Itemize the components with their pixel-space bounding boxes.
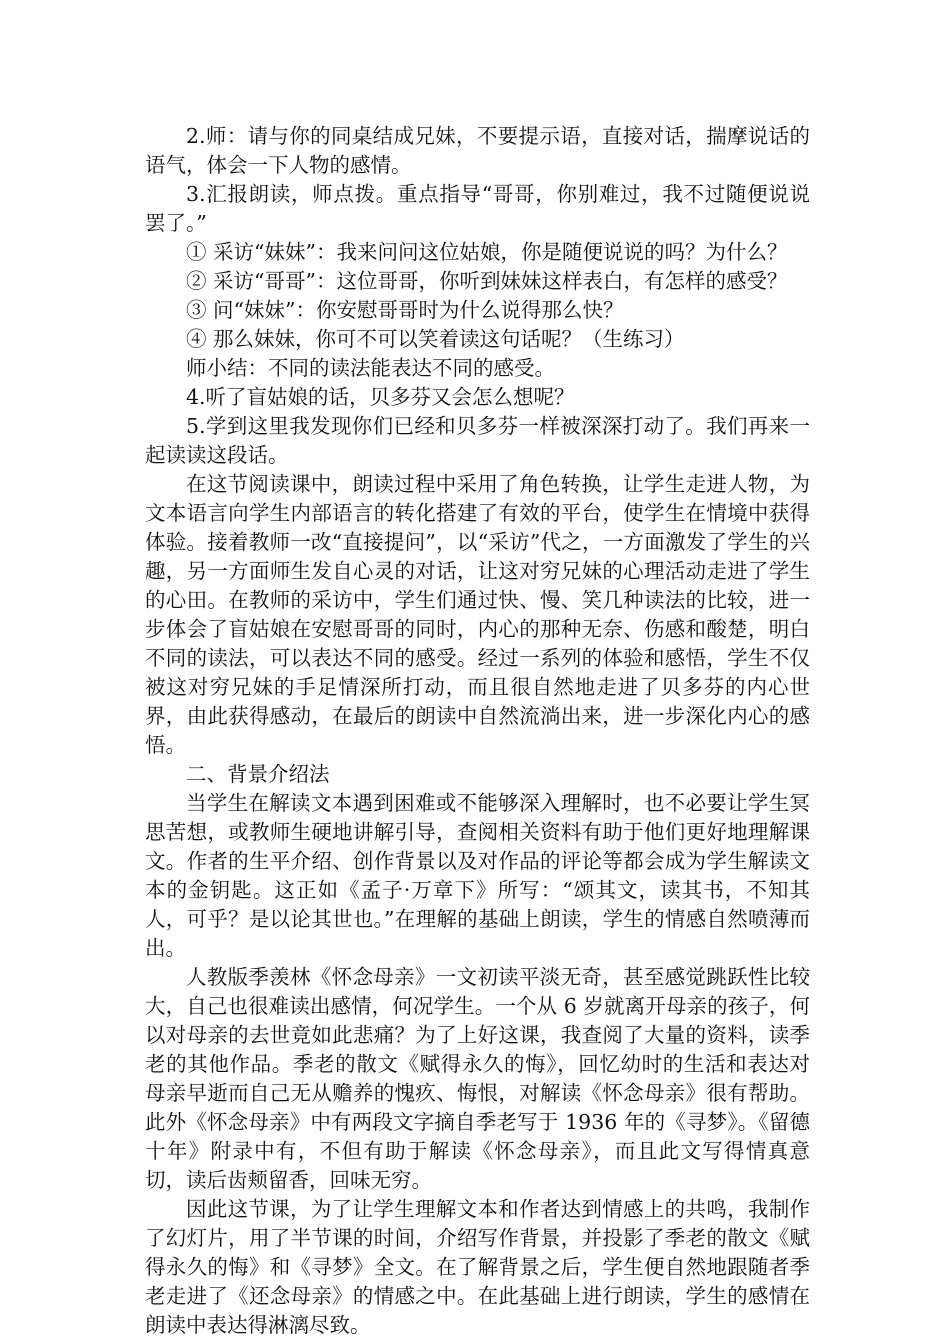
paragraph-example-mother: 人教版季羡林《怀念母亲》一文初读平淡无奇，甚至感觉跳跃性比较大，自己也很难读出感情，何况学生。一个从 6 岁就离开母亲的孩子，何以对母亲的去世竟如此悲痛？为了上好这课，我查阅了大量的资料，读季老的其他作品。季老的散文《赋得永久的悔》，回忆幼时的生活和表达对母亲早逝而自己无从赡养的愧疚、悔恨，对解读《怀念母亲》很有帮助。此外《怀念母亲》中有两段文字摘自季老写于 1936 年的《寻梦》。《留德十年》附录中有，不但有助于解读《怀念母亲》，而且此文写得情真意切，读后齿颊留香，回味无穷。 [145,965,810,1192]
paragraph-reflection: 在这节阅读课中，朗读过程中采用了角色转换，让学生走进人物，为文本语言向学生内部语言的转化搭建了有效的平台，使学生在情境中获得体验。接着教师一改“直接提问”，以“采访”代之，一方面激发了学生的兴趣，另一方面师生发自心灵的对话，让这对穷兄妹的心理活动走进了学生的心田。在教师的采访中，学生们通过快、慢、笑几种读法的比较，进一步体会了盲姑娘在安慰哥哥的同时，内心的那种无奈、伤感和酸楚，明白不同的读法，可以表达不同的感受。经过一系列的体验和感悟，学生不仅被这对穷兄妹的手足情深所打动，而且很自然地走进了贝多芬的内心世界，由此获得感动，在最后的朗读中自然流淌出来，进一步深化内心的感悟。 [145,472,810,757]
section-heading-background: 二、背景介绍法 [186,762,330,786]
document-page [145,122,810,1340]
paragraph-conclusion: 因此这节课，为了让学生理解文本和作者达到情感上的共鸣，我制作了幻灯片，用了半节课的时间，介绍写作背景，并投影了季老的散文《赋得永久的悔》和《寻梦》全文。在了解背景之后，学生便自然地跟随者季老走进了《还念母亲》的情感之中。在此基础上进行朗读，学生的感情在朗读中表达得淋漓尽致。 [145,1197,810,1337]
paragraph-step-3: 3.汇报朗读，师点拨。重点指导“哥哥，你别难过，我不过随便说说罢了。” [145,182,810,235]
paragraph-background-intro: 当学生在解读文本遇到困难或不能够深入理解时，也不必要让学生冥思苦想，或教师生硬地讲解引导，查阅相关资料有助于他们更好地理解课文。作者的生平介绍、创作背景以及对作品的评论等都会成为学生解读文本的金钥匙。这正如《孟子·万章下》所写：“颂其文，读其书，不知其人，可乎？是以论其世也。”在理解的基础上朗读，学生的情感自然喷薄而出。 [145,791,810,960]
paragraph-smile-reading: ④ 那么妹妹，你可不可以笑着读这句话呢？（生练习） [186,327,685,351]
paragraph-step-2: 2.师：请与你的同桌结成兄妹，不要提示语，直接对话，揣摩说话的语气，体会一下人物的感情。 [145,124,810,177]
paragraph-interview-brother: ② 采访“哥哥”：这位哥哥，你听到妹妹这样表白，有怎样的感受？ [186,269,788,293]
paragraph-ask-sister: ③ 问“妹妹”：你安慰哥哥时为什么说得那么快？ [186,298,624,322]
paragraph-step-5: 5.学到这里我发现你们已经和贝多芬一样被深深打动了。我们再来一起读读这段话。 [145,414,810,467]
paragraph-step-4: 4.听了盲姑娘的话，贝多芬又会怎么想呢？ [186,385,575,409]
paragraph-teacher-summary: 师小结：不同的读法能表达不同的感受。 [186,356,555,380]
paragraph-interview-sister: ① 采访“妹妹”：我来问问这位姑娘，你是随便说说的吗？为什么？ [186,240,788,264]
